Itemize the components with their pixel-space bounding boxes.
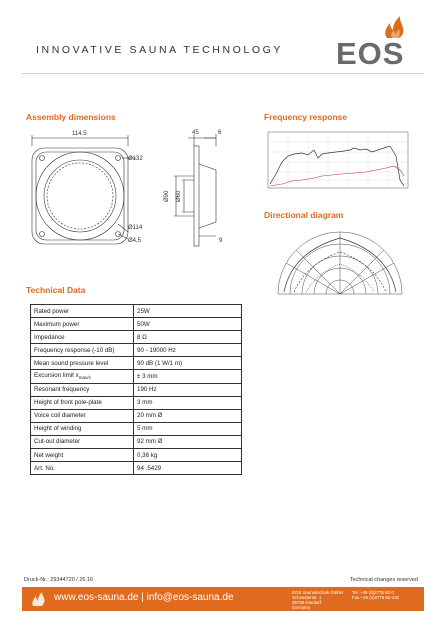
technical-data-table (30, 304, 242, 475)
spec-label-text: Excursion limit x (34, 372, 79, 380)
table-row (31, 357, 242, 370)
table-row (31, 318, 242, 331)
frequency-response-title: Frequency response (264, 112, 348, 122)
dim-diameter-60: Ø60 (176, 190, 182, 202)
dim-width: 114.5 (72, 131, 87, 137)
spec-value: 25W (134, 305, 242, 318)
table-row (31, 344, 242, 357)
spec-value: 94 .5429 (134, 462, 242, 475)
spec-label: Height of winding (31, 422, 134, 435)
address-line: Schneiderstr. 1 (292, 595, 322, 600)
table-row (31, 383, 242, 396)
spec-label: Net weight (31, 449, 134, 462)
spec-value: 8 Ω (134, 331, 242, 344)
header-divider (22, 73, 424, 74)
dim-flange: 6 (218, 130, 222, 136)
dim-depth: 45 (192, 130, 199, 136)
header-tagline: INNOVATIVE SAUNA TECHNOLOGY (36, 44, 283, 56)
address-line: 35759 Driedorf (292, 600, 322, 605)
directional-diagram-title: Directional diagram (264, 210, 344, 220)
spec-label: Cut-out diameter (31, 435, 134, 448)
footer-bar (22, 587, 424, 611)
eos-logo (336, 14, 420, 70)
spec-value: 0,36 kg (134, 449, 242, 462)
dim-hole-diameter: Ø4,5 (128, 238, 142, 244)
logo-text: EOS (336, 36, 405, 71)
spec-value: 90 dB (1 W/1 m) (134, 357, 242, 370)
spec-value: ± 3 mm (134, 370, 242, 383)
dim-hole-circle: Ø114 (128, 225, 143, 231)
dim-diameter-90: Ø90 (164, 190, 170, 202)
spec-value: 20 mm Ø (134, 409, 242, 422)
spec-value: 190 Hz (134, 383, 242, 396)
spec-label: Voice coil diameter (31, 409, 134, 422)
fax-line: Fax +49 (0)2775 82-431 (352, 595, 400, 600)
table-row (31, 370, 242, 383)
spec-value: 5 mm (134, 422, 242, 435)
directional-polar-plot (272, 228, 408, 300)
address-line: Germany (292, 605, 311, 610)
spec-label: Art. No. (31, 462, 134, 475)
assembly-dimensions-drawing (24, 124, 246, 252)
table-row (31, 305, 242, 318)
technical-data-title: Technical Data (26, 285, 86, 295)
spec-label: Frequency response (-10 dB) (31, 344, 134, 357)
dim-offset: 9 (219, 238, 223, 244)
print-number: Druck-Nr.: 29344720 / 26.16 (24, 577, 94, 583)
spec-label: Rated power (31, 305, 134, 318)
table-row (31, 409, 242, 422)
table-row (31, 331, 242, 344)
address-line: EOS Saunatechnik GmbH (292, 590, 344, 595)
footer-web-link[interactable]: www.eos-sauna.de | info@eos-sauna.de (54, 592, 234, 603)
spec-value: 90 - 19000 Hz (134, 344, 242, 357)
spec-label-subscript: max/s (78, 375, 91, 381)
spec-label: Resonant frequency (31, 383, 134, 396)
table-row (31, 396, 242, 409)
spec-value: 50W (134, 318, 242, 331)
flame-icon (30, 591, 48, 607)
table-row (31, 449, 242, 462)
spec-label: Impedance (31, 331, 134, 344)
spec-value: 92 mm Ø (134, 435, 242, 448)
table-row (31, 422, 242, 435)
frequency-response-plot (262, 126, 412, 194)
spec-label: Maximum power (31, 318, 134, 331)
table-row (31, 435, 242, 448)
assembly-dimensions-title: Assembly dimensions (26, 112, 116, 122)
spec-label-excursion (31, 370, 134, 383)
phone-line: Tel. +49 (0)2775 82-0 (352, 590, 394, 595)
spec-label: Mean sound pressure level (31, 357, 134, 370)
spec-label: Height of front pole-plate (31, 396, 134, 409)
dim-outer-diameter: Ø132 (128, 156, 143, 162)
table-row (31, 462, 242, 475)
technical-changes-note: Technical changes reserved (349, 577, 418, 583)
footer-contact (352, 590, 399, 600)
footer-address (292, 590, 343, 610)
spec-value: 3 mm (134, 396, 242, 409)
